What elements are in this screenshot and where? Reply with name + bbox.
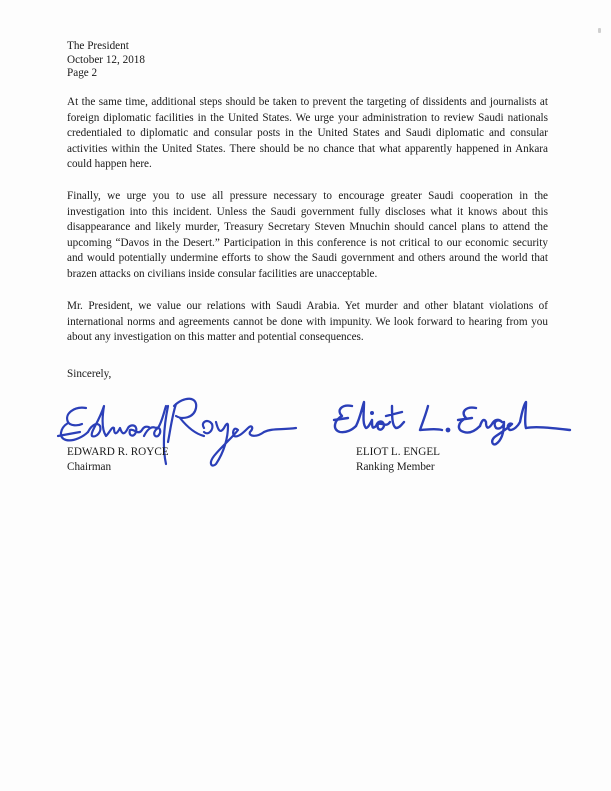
addressee: The President <box>67 40 129 52</box>
letter-date: October 12, 2018 <box>67 53 145 66</box>
paragraph-diplomatic-facilities: At the same time, additional steps should be taken to prevent the targeting of dissidents and journalists at foreign diplomatic facilities in the United States. We urge your administration to review Saudi nationals credentialed to diplomatic and consular posts in the United States and Saudi diplomatic and consular activities within the United States. There should be no chance that what apparently happened in Ankara could happen here. <box>67 96 548 171</box>
scan-artifact <box>598 28 601 33</box>
signatory-royce <box>67 445 169 475</box>
signatory-title: Chairman <box>67 461 112 473</box>
closing-salutation: Sincerely, <box>67 368 112 380</box>
signatory-title: Ranking Member <box>356 461 435 473</box>
signature-engel <box>330 400 580 450</box>
letter-header <box>67 40 145 81</box>
signatory-name: ELIOT L. ENGEL <box>356 446 440 458</box>
signatory-name: EDWARD R. ROYCE <box>67 446 169 458</box>
signatory-engel <box>356 445 440 475</box>
paragraph-saudi-relations: Mr. President, we value our relations with Saudi Arabia. Yet murder and other blatant violations of international norms and agreements cannot be done with impunity. We look forward to hearing from you about any investigation on this matter and potential consequences. <box>67 300 548 344</box>
paragraph-saudi-cooperation: Finally, we urge you to use all pressure necessary to encourage greater Saudi cooperation in the investigation into this incident. Unless the Saudi government fully discloses what it knows about this disappearance and likely murder, Treasury Secretary Steven Mnuchin should cancel plans to attend the upcoming “Davos in the Desert.” Participation in this conference is not critical to our economic security and would potentially undermine efforts to show the Saudi government and others around the world that brazen attacks on civilians inside consular facilities are unacceptable. <box>67 190 548 280</box>
page-number: Page 2 <box>67 67 98 79</box>
